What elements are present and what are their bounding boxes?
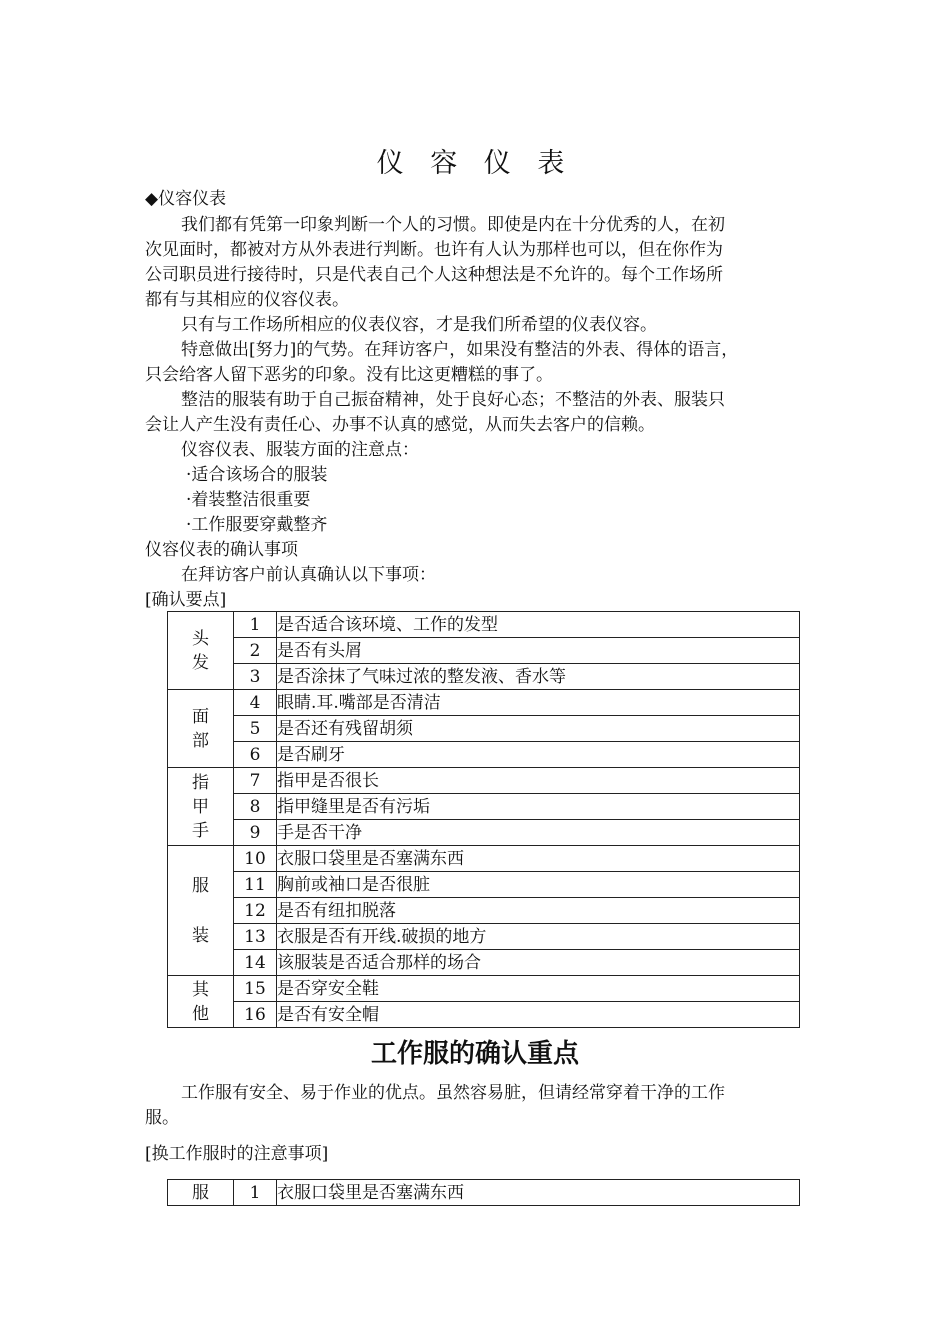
table-row	[168, 768, 800, 794]
paragraph-line: 只会给客人留下恶劣的印象。没有比这更糟糕的事了。	[145, 365, 553, 385]
item-number: 16	[234, 1002, 277, 1028]
table-row	[168, 690, 800, 716]
item-text: 是否适合该环境、工作的发型	[277, 612, 800, 638]
item-number: 1	[234, 1180, 277, 1206]
paragraph-line: 我们都有凭第一印象判断一个人的习惯。即使是内在十分优秀的人，在初	[181, 215, 725, 235]
item-text: 是否有头屑	[277, 638, 800, 664]
paragraph-line: 会让人产生没有责任心、办事不认真的感觉，从而失去客户的信赖。	[145, 415, 655, 435]
item-number: 6	[234, 742, 277, 768]
item-number: 13	[234, 924, 277, 950]
confirm-intro: 在拜访客户前认真确认以下事项：	[181, 565, 436, 585]
item-text: 是否有安全帽	[277, 1002, 800, 1028]
paragraph-line: 只有与工作场所相应的仪表仪容，才是我们所希望的仪表仪容。	[181, 315, 657, 335]
item-text: 是否涂抹了气味过浓的整发液、香水等	[277, 664, 800, 690]
table-row	[168, 846, 800, 872]
category-cell: 其 他	[168, 976, 234, 1028]
item-text: 是否刷牙	[277, 742, 800, 768]
item-text: 眼睛.耳.嘴部是否清洁	[277, 690, 800, 716]
item-text: 指甲是否很长	[277, 768, 800, 794]
uniform-label: [换工作服时的注意事项]	[145, 1144, 329, 1164]
item-number: 10	[234, 846, 277, 872]
item-number: 9	[234, 820, 277, 846]
table-row	[168, 742, 800, 768]
item-text: 手是否干净	[277, 820, 800, 846]
item-number: 5	[234, 716, 277, 742]
uniform-heading: 工作服的确认重点	[370, 1039, 579, 1069]
category-cell: 服 装	[168, 846, 234, 976]
table-row	[168, 612, 800, 638]
item-number: 7	[234, 768, 277, 794]
paragraph-line: 次见面时，都被对方从外表进行判断。也许有人认为那样也可以，但在你作为	[145, 240, 723, 260]
item-number: 15	[234, 976, 277, 1002]
confirm-label: [确认要点]	[145, 590, 227, 610]
category-cell: 指 甲 手	[168, 768, 234, 846]
table-row	[168, 950, 800, 976]
confirm-table	[167, 611, 800, 1028]
table-row	[168, 820, 800, 846]
item-number: 1	[234, 612, 277, 638]
item-number: 8	[234, 794, 277, 820]
bullet-item: ·着装整洁很重要	[186, 490, 311, 510]
item-number: 3	[234, 664, 277, 690]
section-heading: ◆仪容仪表	[145, 189, 227, 209]
paragraph-line: 整洁的服装有助于自己振奋精神，处于良好心态；不整洁的外表、服装只	[181, 390, 725, 410]
paragraph-line: 特意做出[努力]的气势。在拜访客户，如果没有整洁的外表、得体的语言，	[181, 340, 739, 360]
category-cell: 服	[168, 1180, 234, 1206]
item-text: 衣服口袋里是否塞满东西	[277, 1180, 800, 1206]
table-row	[168, 794, 800, 820]
uniform-table	[167, 1179, 800, 1206]
item-text: 衣服口袋里是否塞满东西	[277, 846, 800, 872]
paragraph-line: 公司职员进行接待时，只是代表自己个人这种想法是不允许的。每个工作场所	[145, 265, 723, 285]
uniform-paragraph-line: 工作服有安全、易于作业的优点。虽然容易脏，但请经常穿着干净的工作	[181, 1083, 725, 1103]
uniform-paragraph-line: 服。	[145, 1108, 179, 1128]
item-number: 14	[234, 950, 277, 976]
item-text: 衣服是否有开线.破损的地方	[277, 924, 800, 950]
item-text: 该服装是否适合那样的场合	[277, 950, 800, 976]
page-title: 仪 容 仪 表	[376, 148, 574, 179]
bullet-item: ·适合该场合的服装	[186, 465, 328, 485]
item-text: 指甲缝里是否有污垢	[277, 794, 800, 820]
confirm-heading: 仪容仪表的确认事项	[145, 540, 298, 560]
table-row	[168, 716, 800, 742]
category-cell: 头 发	[168, 612, 234, 690]
table-row	[168, 1002, 800, 1028]
paragraph-line: 仪容仪表、服装方面的注意点：	[181, 440, 419, 460]
table-row	[168, 898, 800, 924]
table-row	[168, 664, 800, 690]
item-text: 是否还有残留胡须	[277, 716, 800, 742]
item-number: 4	[234, 690, 277, 716]
item-text: 胸前或袖口是否很脏	[277, 872, 800, 898]
item-number: 11	[234, 872, 277, 898]
item-text: 是否穿安全鞋	[277, 976, 800, 1002]
category-cell: 面 部	[168, 690, 234, 768]
table-row	[168, 872, 800, 898]
item-text: 是否有纽扣脱落	[277, 898, 800, 924]
paragraph-line: 都有与其相应的仪容仪表。	[145, 290, 349, 310]
item-number: 2	[234, 638, 277, 664]
table-row	[168, 924, 800, 950]
item-number: 12	[234, 898, 277, 924]
table-row	[168, 976, 800, 1002]
table-row	[168, 638, 800, 664]
table-row	[168, 1180, 800, 1206]
bullet-item: ·工作服要穿戴整齐	[186, 515, 328, 535]
